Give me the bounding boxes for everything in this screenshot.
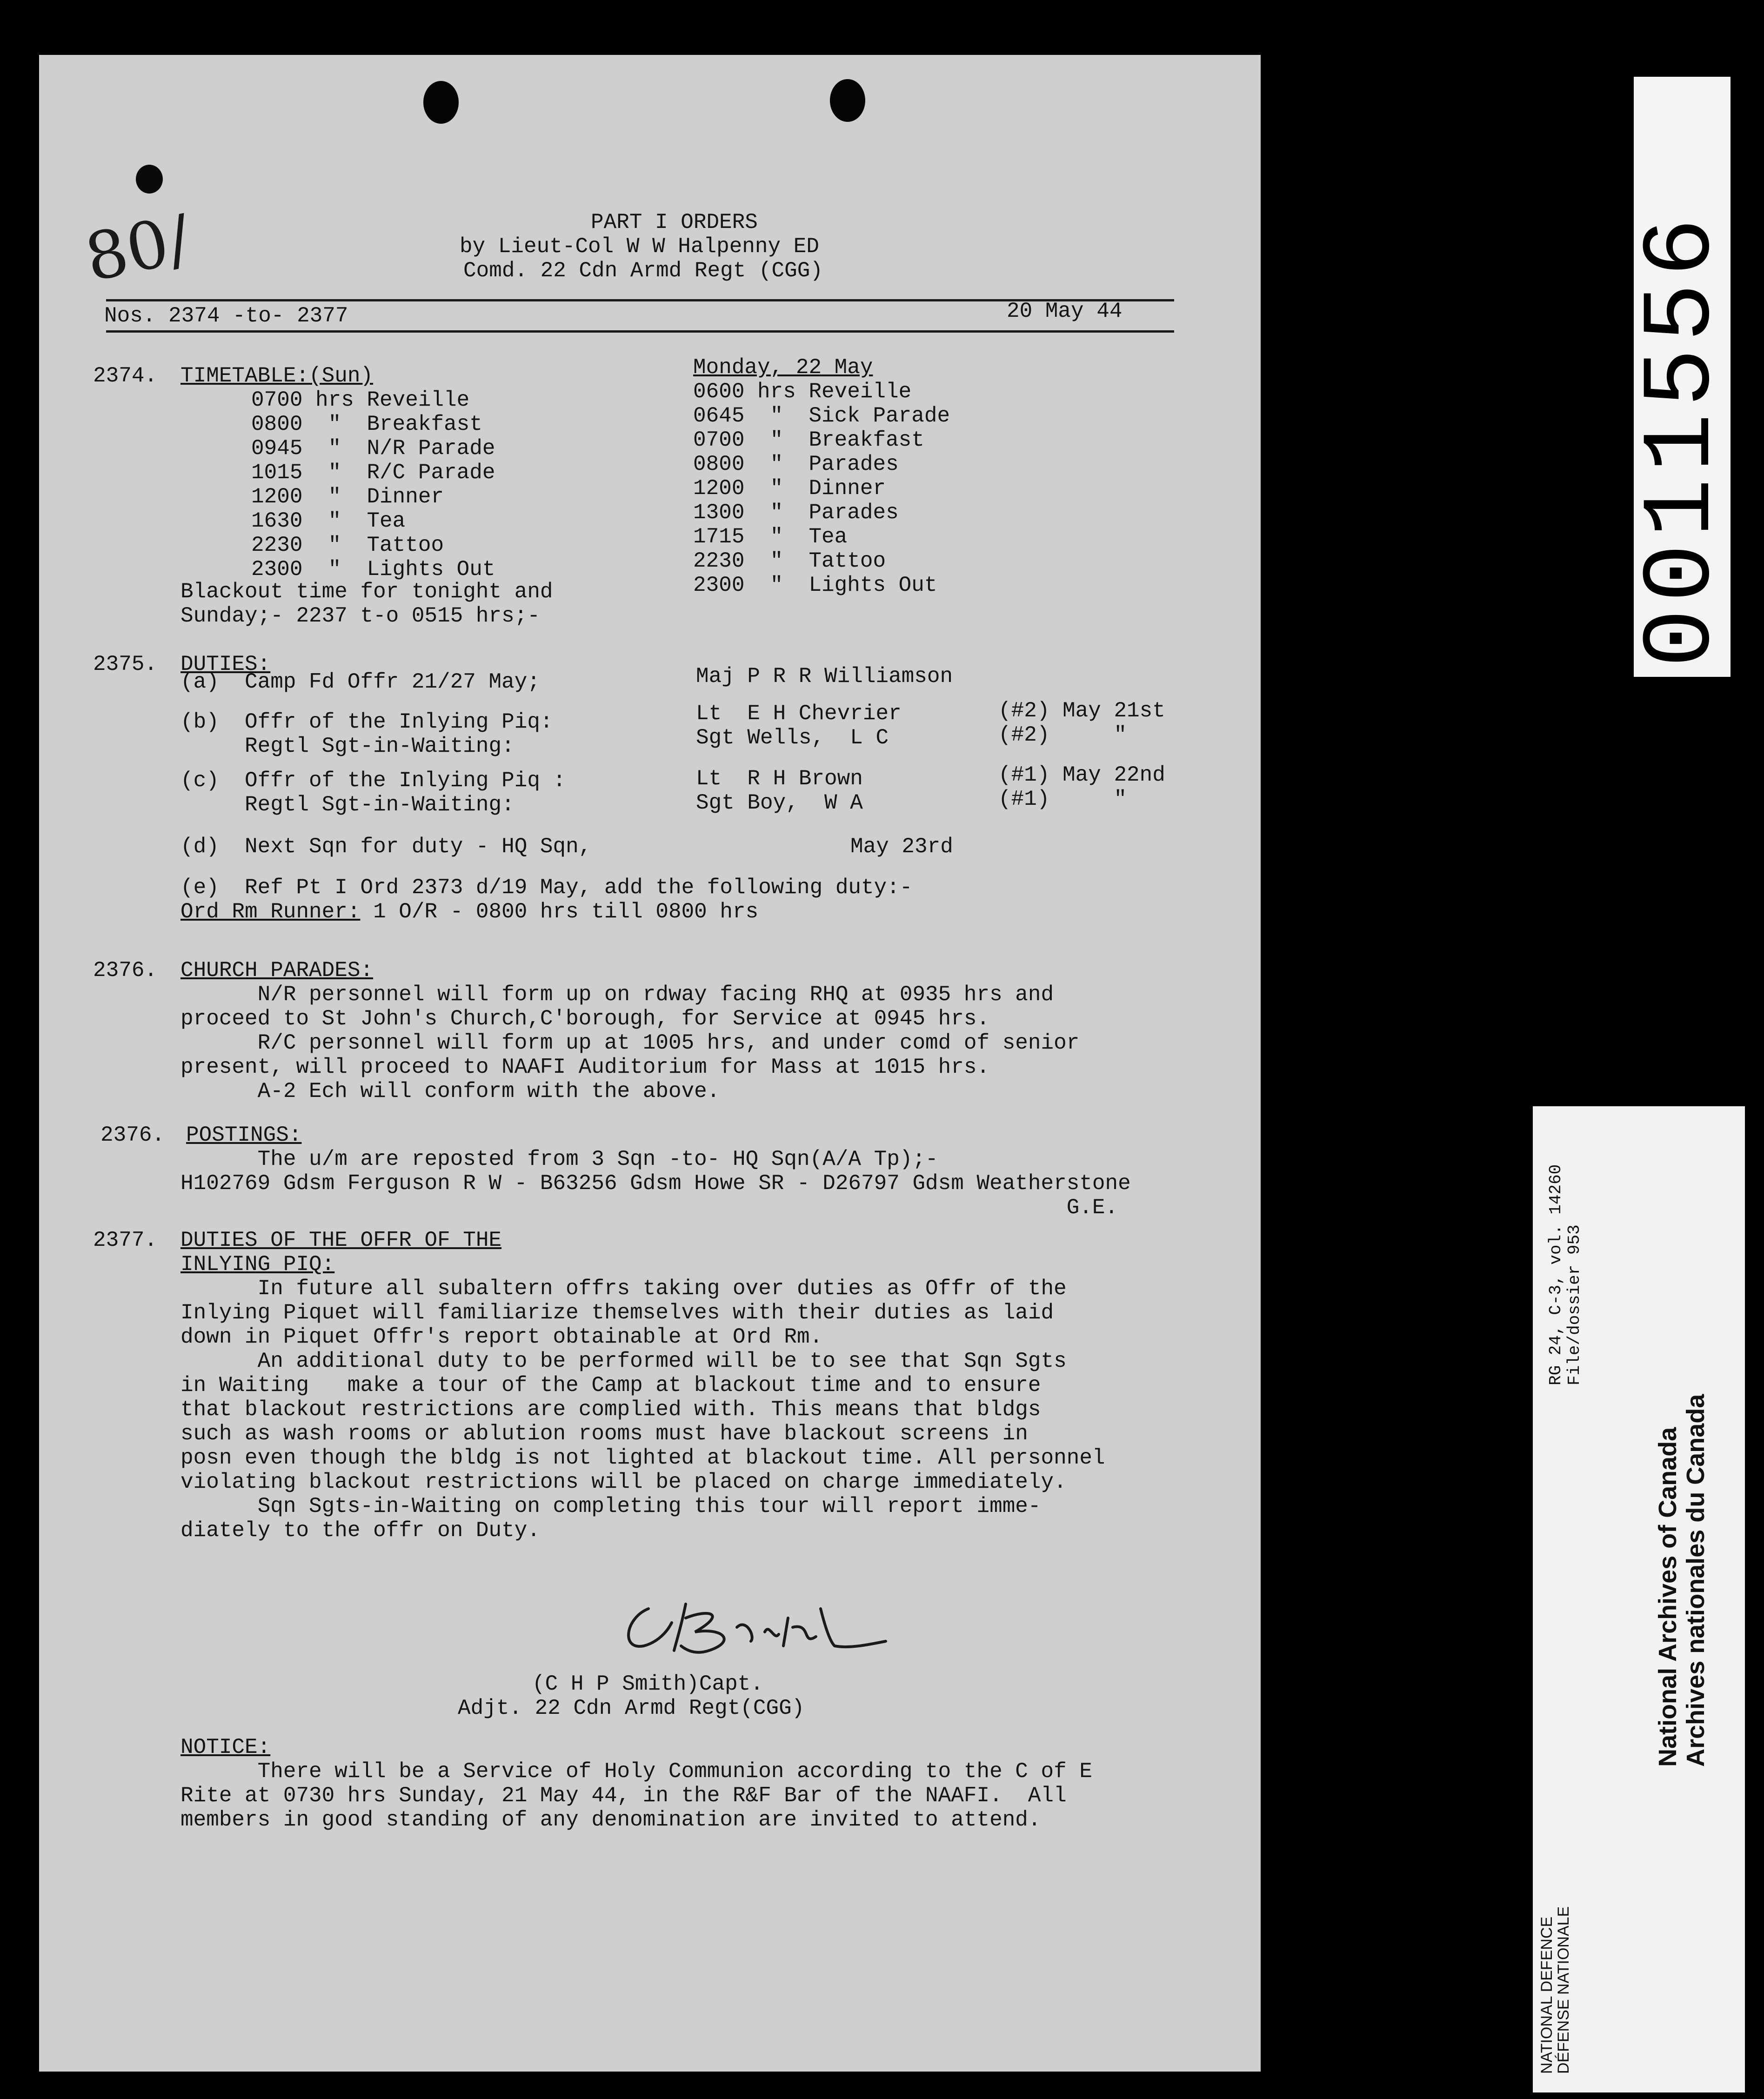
duty-c: (c) Offr of the Inlying Piq : Regtl Sgt-in-Waiting: — [180, 769, 566, 817]
duty-a-name: Maj P R R Williamson — [696, 664, 953, 689]
duty-e: (e) Ref Pt I Ord 2373 d/19 May, add the following duty:- — [180, 876, 913, 900]
section-heading: TIMETABLE:(Sun) — [180, 364, 374, 388]
frame-number-tag — [1627, 77, 1738, 677]
archive-reference: RG 24, C-3, vol. 14260 File/dossier 953 — [1546, 1164, 1584, 1385]
section-heading: CHURCH PARADES: — [180, 958, 374, 983]
duty-d-date: May 23rd — [850, 835, 953, 859]
order-numbers: Nos. 2374 -to- 2377 — [104, 304, 348, 328]
order-number: 2375. — [93, 652, 158, 676]
margin-mark: 80/ — [79, 201, 197, 297]
order-number: 2374. — [93, 364, 158, 388]
handwritten-signature — [616, 1590, 914, 1660]
signatory-title: Adjt. 22 Cdn Armd Regt(CGG) — [458, 1696, 805, 1720]
document-title: PART I ORDERS — [591, 210, 758, 234]
postings-text: The u/m are reposted from 3 Sqn -to- HQ Sqn(A/A Tp);- H102769 Gdsm Ferguson R W - B63256 Gdsm Howe SR - D26797 Gdsm Weatherstone G.E. — [180, 1147, 1131, 1220]
archive-name: National Archives of Canada Archives nationales du Canada — [1654, 1394, 1710, 1767]
duty-c-names: Lt R H Brown Sgt Boy, W A — [696, 767, 863, 815]
signatory-name: (C H P Smith)Capt. — [532, 1672, 763, 1696]
timetable-sunday: 0700 hrs Reveille 0800 " Breakfast 0945 " N/R Parade 1015 " R/C Parade 1200 " Dinner 1630 " Tea 2230 " Tattoo 2300 " Lights Out — [251, 388, 495, 582]
document-page — [39, 55, 1261, 2072]
duty-a: (a) Camp Fd Offr 21/27 May; — [180, 670, 540, 694]
command: Comd. 22 Cdn Armd Regt (CGG) — [463, 259, 823, 283]
section-heading: DUTIES OF THE OFFR OF THE INLYING PIQ: — [180, 1228, 502, 1277]
section-heading: POSTINGS: — [186, 1123, 302, 1147]
punch-hole-right — [830, 79, 865, 122]
blackout-note: Blackout time for tonight and Sunday;- 2237 t-o 0515 hrs;- — [180, 580, 553, 628]
timetable-monday: 0600 hrs Reveille 0645 " Sick Parade 0700 " Breakfast 0800 " Parades 1200 " Dinner 1300 " Parades 1715 " Tea 2230 " Tattoo 2300 " Lights Out — [693, 380, 950, 597]
duty-b: (b) Offr of the Inlying Piq: Regtl Sgt-in-Waiting: — [180, 710, 553, 758]
notice-text: There will be a Service of Holy Communion according to the C of E Rite at 0730 hrs Sunday, 21 May 44, in the R&F Bar of the NAAFI. All members in good standing of any denomination are invited to attend. — [180, 1759, 1092, 1832]
notice-heading: NOTICE: — [180, 1735, 271, 1759]
header-rule-bottom — [106, 330, 1174, 333]
church-parades-text: N/R personnel will form up on rdway facing RHQ at 0935 hrs and proceed to St John's Church,C'borough, for Service at 0945 hrs. R/C personnel will form up at 1005 hrs, and under comd of senior present, will proceed to NAAFI Auditorium for Mass at 1015 hrs. A-2 Ech will conform with the above. — [180, 983, 1080, 1103]
monday-heading: Monday, 22 May — [693, 355, 873, 380]
duty-c-dates: (#1) May 22nd (#1) " — [998, 763, 1165, 811]
section-heading: DUTIES: — [180, 652, 271, 676]
duty-b-names: Lt E H Chevrier Sgt Wells, L C — [696, 702, 902, 750]
piquet-duties-text: In future all subaltern offrs taking over duties as Offr of the Inlying Piquet will familiarize themselves with their duties as laid down in Piquet Offr's report obtainable at Ord Rm. An additional duty to be performed will be to see that Sqn Sgts in Waiting make a tour of the Camp at blackout time and to ensure that blackout restrictions are complied with. This means that bldgs such as wash rooms or ablution rooms must have blackout screens in posn even though the bldg is not lighted at blackout time. All personnel violating blackout restrictions will be placed on charge immediately. Sqn Sgts-in-Waiting on completing this tour will report imme- diately to the offr on Duty. — [180, 1277, 1105, 1543]
duty-b-dates: (#2) May 21st (#2) " — [998, 699, 1165, 747]
punch-hole-left — [423, 81, 459, 124]
issued-by: by Lieut-Col W W Halpenny ED — [460, 234, 819, 259]
order-number: 2376. — [93, 958, 158, 983]
department-label: NATIONAL DEFENCE DÉFENSE NATIONALE — [1538, 1906, 1572, 2074]
archive-label — [1533, 1106, 1745, 2092]
order-number: 2376. — [100, 1123, 165, 1147]
frame-number: 0011556 — [1627, 211, 1738, 668]
order-number: 2377. — [93, 1228, 158, 1252]
order-date: 20 May 44 — [1007, 299, 1123, 323]
duty-e-runner: Ord Rm Runner: 1 O/R - 0800 hrs till 0800 hrs — [180, 900, 759, 924]
duty-d: (d) Next Sqn for duty - HQ Sqn, — [180, 835, 592, 859]
margin-dot — [136, 165, 163, 194]
